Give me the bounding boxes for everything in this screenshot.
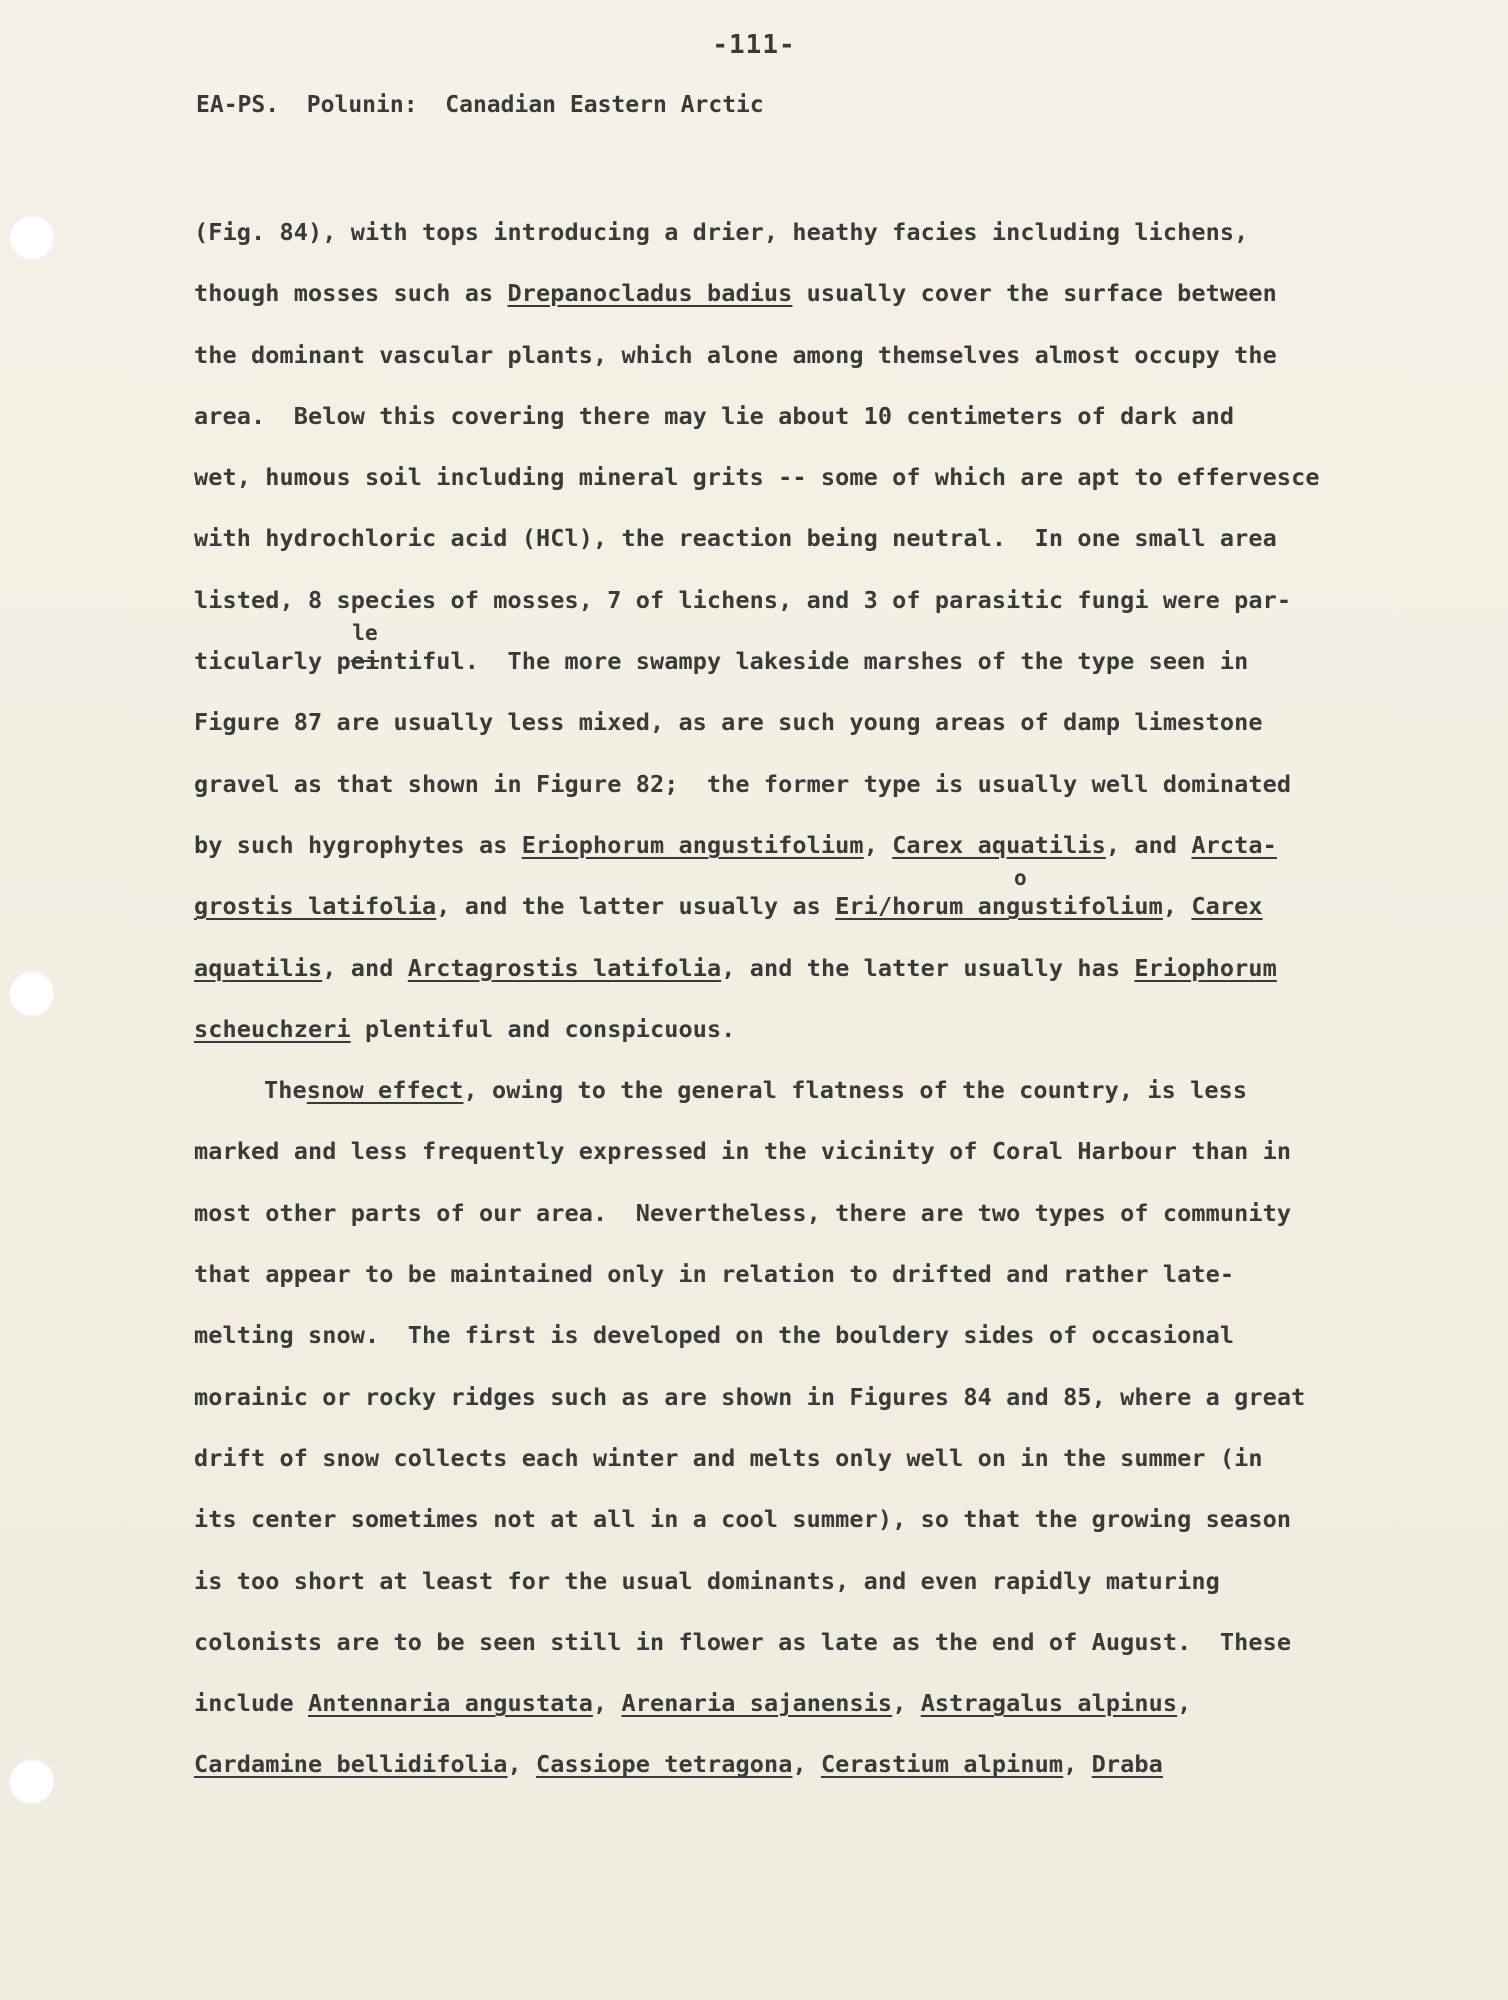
- species-name: Cassiope tetragona: [535, 1750, 793, 1779]
- running-header: EA-PS. Polunin: Canadian Eastern Arctic: [196, 92, 764, 118]
- species-name: Astragalus alpinus: [920, 1689, 1178, 1718]
- species-name: Arenaria sajanensis: [621, 1689, 893, 1718]
- binder-hole-top: [8, 214, 54, 260]
- text-line: with hydrochloric acid (HCl), the reaction being neutral. In one small area: [194, 524, 1277, 553]
- correction-insert: le: [352, 621, 378, 646]
- text-line: grostis latifolia, and the latter usually as Eri o /horum angustifolium, Carex: [194, 888, 1404, 949]
- text-line: (Fig. 84), with tops introducing a drier, heathy facies including lichens,: [194, 218, 1249, 246]
- text-line: Cardamine bellidifolia, Cassiope tetragona, Cerastium alpinum, Draba: [194, 1750, 1163, 1779]
- binder-hole-bottom: [8, 1758, 54, 1804]
- text-line: marked and less frequently expressed in the vicinity of Coral Harbour than in: [194, 1137, 1292, 1166]
- text-line: most other parts of our area. Nevertheless, there are two types of community: [194, 1198, 1292, 1227]
- text-line: listed, 8 species of mosses, 7 of lichens, and 3 of parasitic fungi were par-: [194, 585, 1292, 614]
- text-line: melting snow. The first is developed on the bouldery sides of occasional: [194, 1321, 1235, 1350]
- species-name: Carex: [1191, 892, 1263, 921]
- binder-hole-middle: [8, 970, 54, 1016]
- body-text: [194, 214, 1404, 1808]
- species-name: Carex aquatilis: [892, 830, 1106, 859]
- text-line: its center sometimes not at all in a cool summer), so that the growing season: [194, 1505, 1292, 1534]
- species-name: aquatilis: [194, 953, 323, 982]
- species-name: Arctagrostis latifolia: [407, 953, 722, 982]
- text-line: morainic or rocky ridges such as are shown in Figures 84 and 85, where a great: [194, 1382, 1306, 1411]
- handwritten-correction: [350, 621, 380, 679]
- species-name: Drepanocladus badius: [507, 279, 793, 308]
- text-line: scheuchzeri plentiful and conspicuous.: [194, 1014, 736, 1043]
- text-line: though mosses such as Drepanocladus badius usually cover the surface between: [194, 279, 1277, 308]
- text-line: include Antennaria angustata, Arenaria sajanensis, Astragalus alpinus,: [194, 1689, 1192, 1718]
- text-line: gravel as that shown in Figure 82; the former type is usually well dominated: [194, 769, 1292, 798]
- text-line: colonists are to be seen still in flower as late as the end of August. These: [194, 1627, 1292, 1656]
- text-line: drift of snow collects each winter and melts only well on in the summer (in: [194, 1443, 1263, 1472]
- text-line: Thesnow effect, owing to the general flatness of the country, is less: [264, 1076, 1248, 1105]
- species-name: Arcta-: [1191, 830, 1277, 859]
- species-name: Eriophorum: [1134, 953, 1277, 982]
- species-name: Cardamine bellidifolia: [194, 1750, 508, 1779]
- correction-insert: o: [1014, 866, 1027, 891]
- text-line: wet, humous soil including mineral grits -- some of which are apt to effervesce: [194, 463, 1320, 492]
- species-name: scheuchzeri: [194, 1014, 351, 1043]
- species-name: Eriophorum angustifolium: [521, 830, 864, 859]
- text-line: that appear to be maintained only in relation to drifted and rather late-: [194, 1260, 1235, 1289]
- species-name: Antennaria angustata: [308, 1689, 593, 1718]
- text-line: Figure 87 are usually less mixed, as are such young areas of damp limestone: [194, 708, 1263, 737]
- handwritten-correction: o /horum angustifolium: [878, 888, 1163, 924]
- struck-text: ei: [350, 647, 380, 676]
- text-line: aquatilis, and Arctagrostis latifolia, and the latter usually has Eriophorum: [194, 953, 1277, 982]
- species-name: Draba: [1091, 1750, 1163, 1779]
- text-line: by such hygrophytes as Eriophorum angustifolium, Carex aquatilis, and Arcta-: [194, 830, 1277, 859]
- page-number: -111-: [712, 30, 796, 60]
- text-line: is too short at least for the usual dominants, and even rapidly maturing: [194, 1566, 1220, 1595]
- species-name: Cerastium alpinum: [820, 1750, 1064, 1779]
- species-name: Eri: [835, 892, 878, 921]
- text-line: area. Below this covering there may lie about 10 centimeters of dark and: [194, 401, 1235, 430]
- section-term: snow effect: [306, 1076, 464, 1105]
- text-line: the dominant vascular plants, which alone among themselves almost occupy the: [194, 340, 1277, 369]
- species-name: grostis latifolia: [194, 892, 437, 921]
- text-line: ticularly p le eintiful. The more swampy lakeside marshes of the type seen in: [194, 643, 1404, 704]
